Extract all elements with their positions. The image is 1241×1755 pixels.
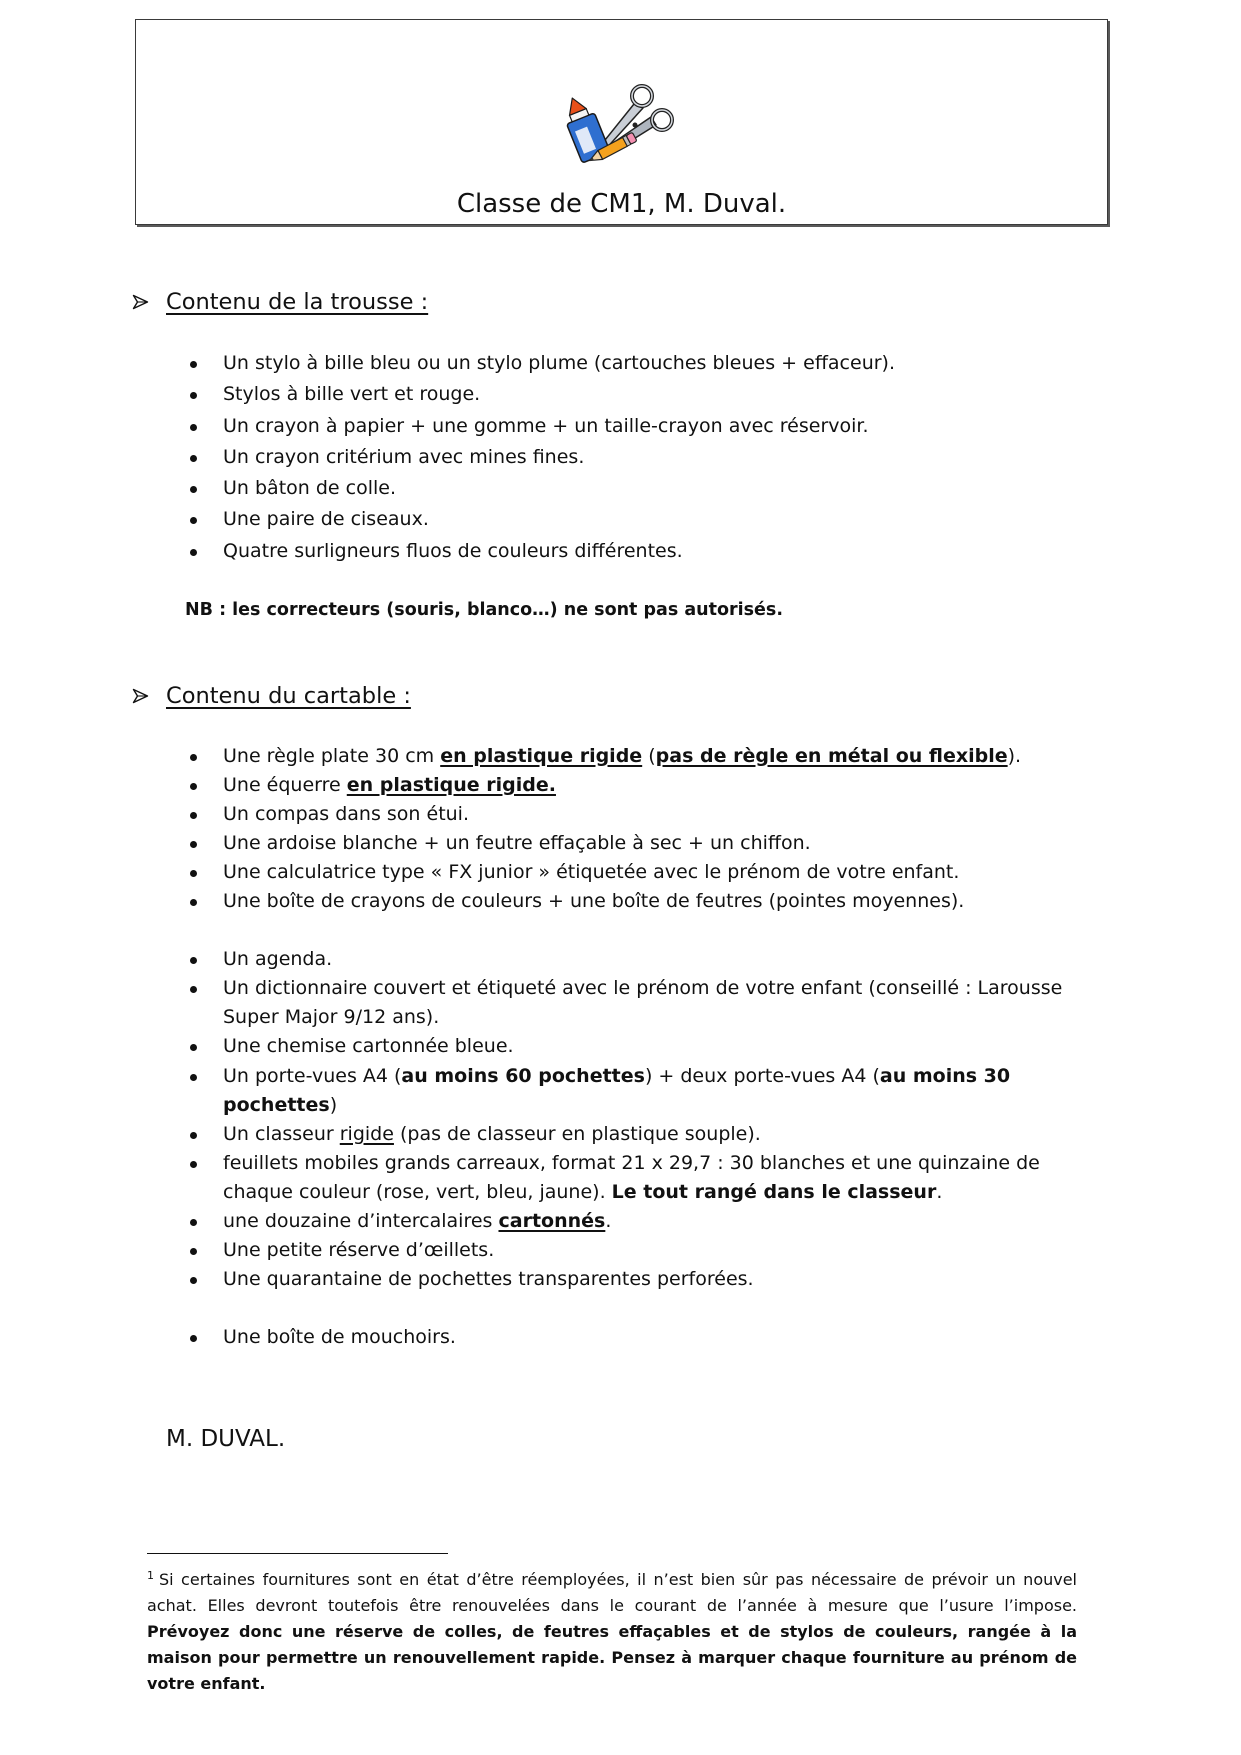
list-item-text [223,890,964,912]
bullet-icon [190,549,197,556]
list-item [223,1323,1082,1352]
list-item-text [223,1326,456,1348]
list-item-text [223,1035,514,1057]
arrowhead-bullet-icon [132,294,149,310]
text-run: Un porte-vues A4 ( [223,1064,402,1087]
list-item-text [223,977,1062,1028]
bullet-icon [190,899,197,906]
text-run: Une petite réserve d’œillets. [223,1239,495,1262]
school-supplies-icon [558,82,680,170]
list-item [223,1032,1082,1061]
signature: M. DUVAL. [166,1426,286,1452]
text-run: Un crayon à papier + une gomme + un taille-crayon avec réservoir. [223,414,869,437]
bold-text: au moins 30 pochettes [223,1064,1011,1116]
list-item-text [223,803,469,825]
text-run: Si certaines fournitures sont en état d’être réemployées, il n’est bien sûr pas nécessaire de prévoir un nouvel achat. Elles devront toutefois être renouvelées dans le courant de l’année à mesure que l’usure l’impose. [147,1570,1077,1615]
bullet-icon [190,1074,197,1081]
list-item-text [223,1239,494,1261]
underlined-text: rigide [339,1122,394,1145]
list-item [223,945,1082,974]
list-item [223,1149,1082,1207]
list-item-text [223,745,1021,767]
list-item [223,1062,1082,1120]
section-heading-trousse [132,287,832,317]
bullet-icon [190,812,197,819]
bullet-icon [190,517,197,524]
list-item [223,1236,1082,1265]
bold-text: au moins 60 pochettes [401,1064,645,1087]
bullet-icon [190,424,197,431]
list-item-text [223,352,895,374]
bullet-icon [190,841,197,848]
section-heading-text: Contenu de la trousse : [166,289,429,315]
section-heading-cartable [132,681,832,711]
list-item-text [223,861,959,883]
bold-text: Le tout rangé dans le classeur [611,1180,937,1203]
bullet-icon [190,1161,197,1168]
item-group [223,742,1082,917]
bullet-icon [190,361,197,368]
bullet-icon [190,1248,197,1255]
text-run: Stylos à bille vert et rouge. [223,383,481,406]
list-item [223,1120,1082,1149]
bullet-icon [190,1044,197,1051]
text-run: ( [642,744,656,767]
list-item-text [223,1268,754,1290]
item-group [223,945,1082,1294]
list-item [223,974,1082,1032]
text-run: ). [1007,744,1022,767]
list-item-text [223,1123,761,1145]
text-run: Une équerre [223,773,347,796]
text-run: (pas de classeur en plastique souple). [393,1122,761,1145]
list-item-text [223,540,683,562]
text-run: ) + deux porte-vues A4 ( [644,1064,880,1087]
text-run: Une chemise cartonnée bleue. [223,1035,514,1058]
list-item-text [223,1065,1010,1116]
list-item-text [223,446,584,468]
bold-underlined-text: en plastique rigide. [346,773,556,796]
list-item-text [223,1210,611,1232]
bullet-icon [190,1277,197,1284]
bold-underlined-text: cartonnés [498,1210,606,1232]
text-run: Une boîte de mouchoirs. [223,1326,456,1349]
list-item [223,536,1082,567]
list-item-text [223,832,811,854]
list-item [223,1265,1082,1294]
list-item-text [223,415,869,437]
text-run: Un dictionnaire couvert et étiqueté avec le prénom de votre enfant (conseillé : Larousse Super Major 9/12 ans). [223,977,1063,1029]
header-box [135,19,1108,225]
bullet-icon [190,1335,197,1342]
list-item [223,348,1082,379]
text-run: Une ardoise blanche + un feutre effaçable à sec + un chiffon. [223,831,811,854]
bullet-icon [190,783,197,790]
bullet-icon [190,455,197,462]
text-run: Un classeur [223,1122,340,1145]
bold-text: Prévoyez donc une réserve de colles, de feutres effaçables et de stylos de couleurs, rangée à la maison pour permettre un renouvellement rapide. Pensez à marquer chaque fourniture au prénom de votre enfant. [147,1622,1077,1693]
arrowhead-bullet-icon [132,688,149,704]
text-run: Un bâton de colle. [223,477,396,500]
text-run: Un agenda. [223,948,333,971]
bold-underlined-text: pas de règle en métal ou flexible [655,744,1008,767]
text-run: Un crayon critérium avec mines fines. [223,445,585,468]
footnote [147,1567,1077,1697]
text-run: ) [329,1093,338,1116]
bullet-icon [190,392,197,399]
list-item [223,771,1082,800]
list-item-text [223,1152,1040,1203]
bullet-icon [190,957,197,964]
footnote-separator [147,1553,448,1554]
list-item [223,858,1082,887]
list-item-text [223,383,480,405]
list-item [223,887,1082,916]
list-item [223,829,1082,858]
list-item-text [223,508,429,530]
section-heading-text: Contenu du cartable : [166,683,411,709]
page-title: Classe de CM1, M. Duval. [456,189,787,219]
text-run: Une paire de ciseaux. [223,508,429,531]
list-item [223,411,1082,442]
list-item [223,504,1082,535]
text-run: Une quarantaine de pochettes transparentes perforées. [223,1268,754,1291]
list-item [223,800,1082,829]
text-run: une douzaine d’intercalaires [223,1210,499,1232]
text-run: . [605,1210,612,1232]
list-item-text [223,477,396,499]
bullet-icon [190,986,197,993]
item-group [223,348,1082,567]
list-item [223,742,1082,771]
text-run: Une règle plate 30 cm [223,744,441,767]
bullet-icon [190,1132,197,1139]
text-run: . [936,1180,943,1203]
list-item-text [223,948,332,970]
bullet-icon [190,754,197,761]
list-item [223,1207,1082,1236]
text-run: Une boîte de crayons de couleurs + une boîte de feutres (pointes moyennes). [223,889,965,912]
text-run: Quatre surligneurs fluos de couleurs différentes. [223,539,683,562]
bullet-icon [190,486,197,493]
footnote-marker: 1 [147,1568,154,1582]
text-run: Une calculatrice type « FX junior » étiquetée avec le prénom de votre enfant. [223,860,960,883]
bold-underlined-text: en plastique rigide [440,744,643,767]
text-run: Un stylo à bille bleu ou un stylo plume (cartouches bleues + effaceur). [223,352,895,374]
item-group [223,1323,1082,1352]
text-run: feuillets mobiles grands carreaux, format 21 x 29,7 : 30 blanches et une quinzaine de chaque couleur (rose, vert, bleu, jaune). [223,1151,1040,1203]
text-run: Un compas dans son étui. [223,802,469,825]
nb-note: NB : les correcteurs (souris, blanco…) ne sont pas autorisés. [185,600,783,620]
bullet-icon [190,870,197,877]
bullet-icon [190,1219,197,1226]
list-item [223,473,1082,504]
list-item [223,379,1082,410]
list-item [223,442,1082,473]
list-item-text [223,774,556,796]
trousse-list [223,348,1082,567]
cartable-list [223,742,1082,1353]
footnote-text [147,1570,1077,1693]
